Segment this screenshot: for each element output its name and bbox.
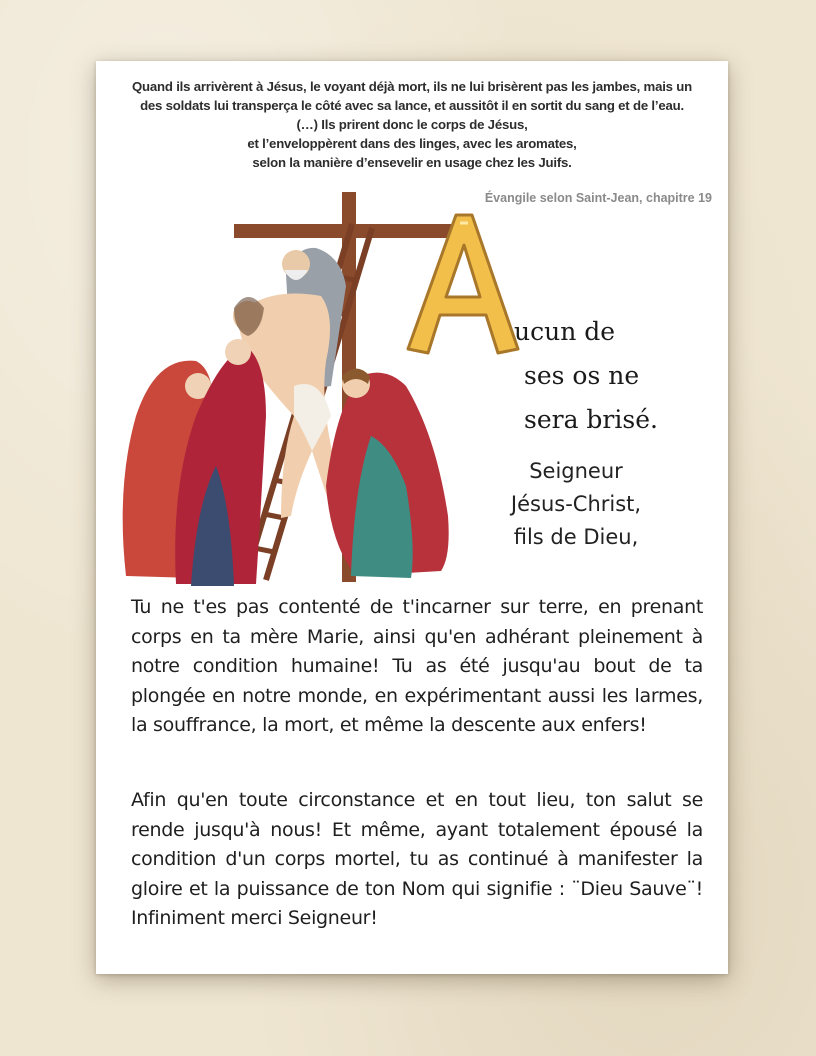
decorated-initial — [394, 209, 524, 359]
prayer-paragraph-2: Afin qu'en toute circonstance et en tout lieu, ton salut se rende jusqu'à nous! Et même, ayant totalement épousé la condition d'un corps mortel, tu as continué à manifester la gloire et la puissance de ton Nom qui signifie : ¨Dieu Sauve¨! Infiniment merci Seigneur! — [131, 789, 703, 929]
quote-source: Évangile selon Saint-Jean, chapitre 19 — [484, 191, 712, 205]
title-line-2: ses os ne — [524, 361, 640, 390]
prayer-paragraph-1: Tu ne t'es pas contenté de t'incarner sur terre, en prenant corps en ta mère Marie, ainsi qu'en adhérant pleinement à notre condition humaine! Tu as été jusqu'au bout de ta plongée en notre monde, en expérimentant aussi les larmes, la souffrance, la mort, et même la descente aux enfers! — [131, 596, 703, 736]
title-line-3: sera brisé. — [524, 405, 658, 434]
initial-letter: A — [394, 209, 395, 210]
invocation — [476, 455, 676, 554]
gospel-quote — [96, 77, 728, 172]
quote-line: des soldats lui transperça le côté avec sa lance, et aussitôt il en sortit du sang et de l’eau. — [140, 98, 684, 113]
page-card — [96, 61, 728, 974]
invocation-line: Seigneur — [529, 459, 623, 483]
quote-line: et l’enveloppèrent dans des linges, avec les aromates, — [247, 136, 577, 151]
quote-line: (…) Ils prirent donc le corps de Jésus, — [296, 117, 528, 132]
title-line-1: ucun de — [514, 317, 616, 346]
invocation-line: fils de Dieu, — [513, 525, 639, 549]
quote-line: selon la manière d’ensevelir en usage chez les Juifs. — [252, 155, 572, 170]
quote-line: Quand ils arrivèrent à Jésus, le voyant déjà mort, ils ne lui brisèrent pas les jambes, mais un — [131, 79, 692, 94]
invocation-line: Jésus-Christ, — [510, 492, 642, 516]
